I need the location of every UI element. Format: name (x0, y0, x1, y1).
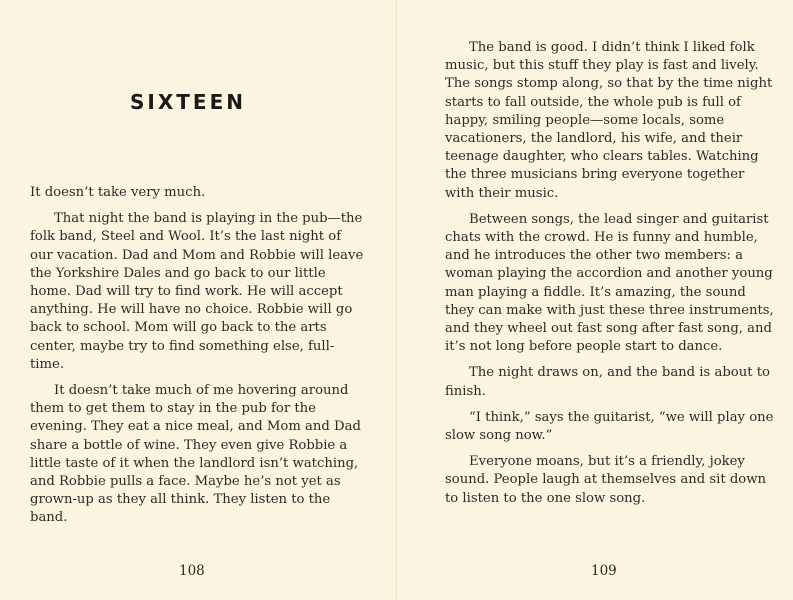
paragraph: The night draws on, and the band is about to finish. (445, 365, 770, 399)
paragraph: Everyone moans, but it’s a friendly, jokey sound. People laugh at themselves and sit down to listen to the one slow song. (445, 454, 766, 506)
right-page-text (445, 39, 777, 516)
paragraph: The band is good. I didn’t think I liked folk music, but this stuff they play is fast and lively. The songs stomp along, so that by the time night starts to fall outside, the whole pub is full of happy, smiling people—some locals, some vacationers, the landlord, his wife, and their teenage daughter, who clears tables. Watching the three musicians bring everyone together with their music. (445, 40, 773, 201)
left-page (0, 0, 396, 600)
chapter-title: SIXTEEN (130, 90, 246, 114)
page-number-right: 109 (591, 563, 617, 579)
paragraph: “I think,” says the guitarist, “we will play one slow song now.” (445, 409, 774, 444)
paragraph: It doesn’t take much of me hovering around them to get them to stay in the pub for the evening. They eat a nice meal, and Mom and Dad share a bottle of wine. They even give Robbie a little taste of it when the landlord isn’t watching, and Robbie pulls a face. Maybe he’s not yet as grown-up as they all think. They listen to the band. (30, 383, 361, 526)
left-page-text (30, 184, 365, 536)
paragraph: That night the band is playing in the pub—the folk band, Steel and Wool. It’s the last night of our vacation. Dad and Mom and Robbie will leave the Yorkshire Dales and go back to our little home. Dad will try to find work. He will accept anything. He will have no choice. Robbie will go back to school. Mom will go back to the arts center, maybe try to find something else, full-time. (30, 211, 364, 372)
right-page (397, 0, 793, 600)
paragraph: Between songs, the lead singer and guitarist chats with the crowd. He is funny and humble, and he introduces the other two members: a woman playing the accordion and another young man playing a fiddle. It’s amazing, the sound they can make with just these three instruments, and they wheel out fast song after fast song, and it’s not long before people start to dance. (445, 211, 774, 355)
page-number-left: 108 (179, 563, 205, 579)
paragraph: It doesn’t take very much. (30, 185, 206, 200)
